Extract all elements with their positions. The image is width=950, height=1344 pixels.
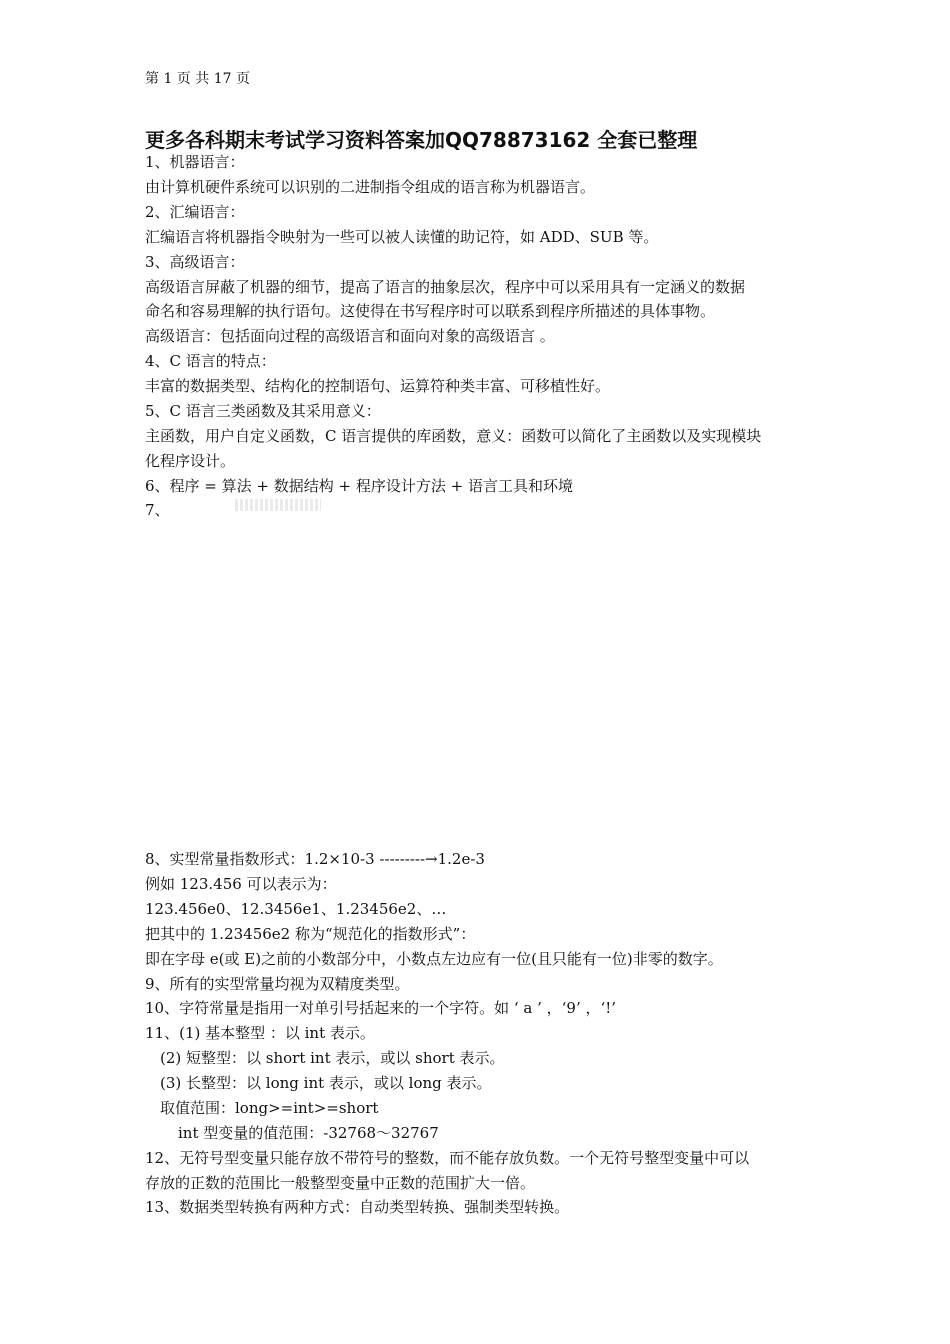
text-line: 例如 123.456 可以表示为： (145, 875, 337, 893)
text-line: 8、实型常量指数形式：1.2×10-3 ---------→1.2e-3 (145, 850, 485, 868)
text-line: 命名和容易理解的执行语句。这使得在书写程序时可以联系到程序所描述的具体事物。 (145, 302, 716, 320)
page-header: 第 1 页 共 17 页 (145, 71, 250, 87)
document-title: 更多各科期末考试学习资料答案加QQ78873162 全套已整理 (145, 128, 698, 152)
text-line: 2、汇编语言： (145, 203, 245, 221)
text-line: (2) 短整型：以 short int 表示，或以 short 表示。 (160, 1049, 505, 1067)
text-line: (3) 长整型：以 long int 表示，或以 long 表示。 (160, 1074, 492, 1092)
text-line: 1、机器语言： (145, 153, 245, 171)
text-line: 6、程序 = 算法 + 数据结构 + 程序设计方法 + 语言工具和环境 (145, 477, 573, 495)
text-line: 化程序设计。 (145, 452, 236, 470)
text-line: 主函数，用户自定义函数，C 语言提供的库函数，意义：函数可以简化了主函数以及实现模块 (145, 427, 762, 445)
text-line: 11、(1) 基本整型 ：以 int 表示。 (145, 1024, 375, 1042)
text-line: 123.456e0、12.3456e1、1.23456e2、… (145, 900, 447, 918)
text-line: 把其中的 1.23456e2 称为“规范化的指数形式”： (145, 925, 476, 943)
text-line: 9、所有的实型常量均视为双精度类型。 (145, 975, 410, 993)
text-line: 13、数据类型转换有两种方式：自动类型转换、强制类型转换。 (145, 1198, 570, 1216)
text-line: 10、字符常量是指用一对单引号括起来的一个字符。如 ‘ a ’ ，‘9’ ，‘!’ (145, 999, 617, 1017)
text-line: 5、C 语言三类函数及其采用意义： (145, 402, 381, 420)
text-line: 4、C 语言的特点： (145, 352, 276, 370)
text-line: 取值范围：long>=int>=short (160, 1099, 379, 1117)
text-line: 7、 (145, 501, 170, 519)
text-line: 汇编语言将机器指令映射为一些可以被人读懂的助记符，如 ADD、SUB 等。 (145, 228, 659, 246)
text-line: 高级语言屏蔽了机器的细节，提高了语言的抽象层次，程序中可以采用具有一定涵义的数据 (145, 278, 746, 296)
text-line: int 型变量的值范围：-32768～32767 (178, 1124, 439, 1142)
text-line: 丰富的数据类型、结构化的控制语句、运算符种类丰富、可移植性好。 (145, 377, 611, 395)
text-line: 12、无符号型变量只能存放不带符号的整数，而不能存放负数。一个无符号整型变量中可以 (145, 1149, 750, 1167)
text-line: 高级语言：包括面向过程的高级语言和面向对象的高级语言 。 (145, 327, 555, 345)
text-line: 3、高级语言： (145, 253, 245, 271)
text-line: 存放的正数的范围比一般整型变量中正数的范围扩大一倍。 (145, 1174, 536, 1192)
text-line: 即在字母 e(或 E)之前的小数部分中，小数点左边应有一位(且只能有一位)非零的数字。 (145, 950, 723, 968)
text-line: 由计算机硬件系统可以识别的二进制指令组成的语言称为机器语言。 (145, 178, 596, 196)
faded-figure-remnant (235, 499, 321, 511)
